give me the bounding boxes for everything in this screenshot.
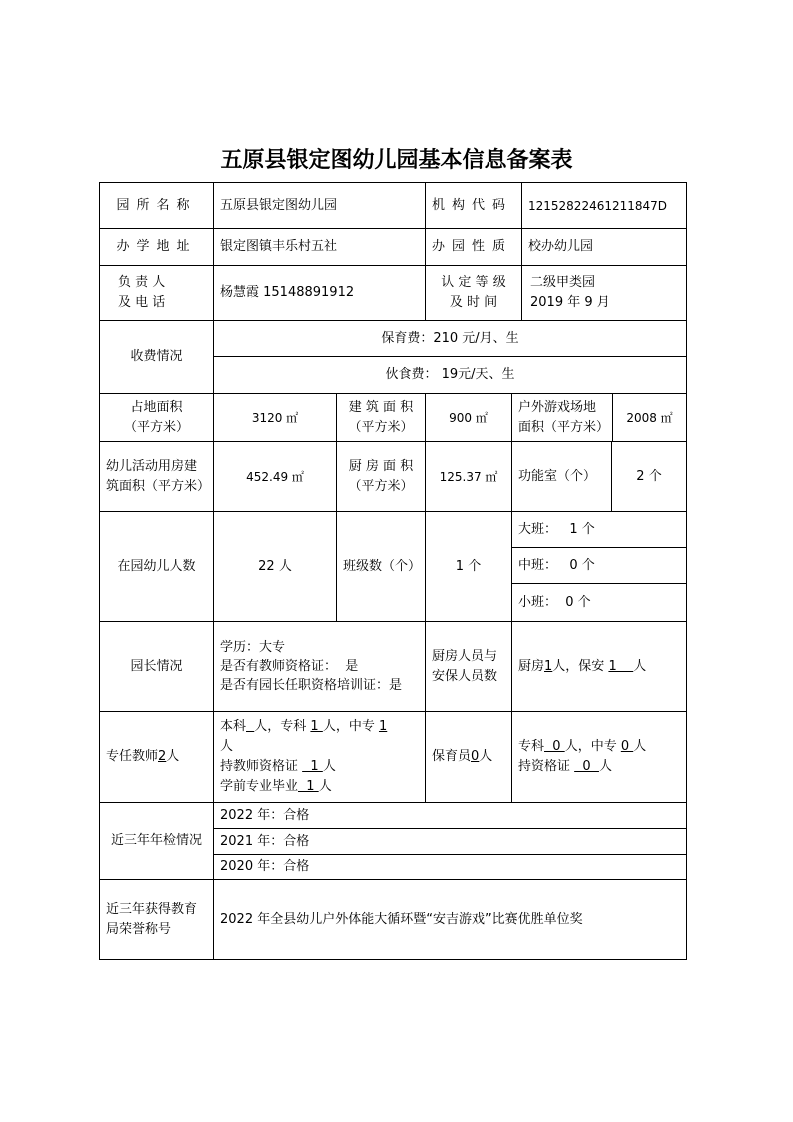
teachers-label: 专任教师 — [106, 749, 159, 764]
label-fees: 收费情况 — [130, 349, 183, 364]
label-children: 在园幼儿人数 — [117, 558, 196, 574]
value-leader: 杨慧霞 15148891912 — [220, 285, 355, 300]
label-land-area-1: 占地面积 — [130, 399, 183, 415]
label-activity-area — [100, 442, 213, 511]
nurses-degree-line: 专科 0 人，中专 0 人 — [518, 739, 647, 754]
label-name: 园所名称 — [116, 197, 197, 213]
value-care-fee: 保育费：210 元/月、生 — [381, 330, 519, 346]
label-leader — [100, 266, 213, 320]
label-leader-line1: 负 责 人 — [118, 275, 166, 290]
label-kitchen-area — [337, 442, 425, 511]
value-children: 22 人 — [258, 558, 292, 574]
value-small-class: 小班： 0 个 — [518, 594, 591, 610]
label-leader-line2: 及 电 话 — [118, 295, 166, 310]
value-outdoor-area: 2008 ㎡ — [626, 410, 673, 425]
label-honors — [100, 880, 213, 959]
label-nurses: 保育员 0 人 — [426, 712, 511, 802]
value-kitchen-area: 125.37 ㎡ — [439, 469, 498, 484]
inspection-2020: 2020 年：合格 — [220, 859, 310, 874]
staff-guard-count: 1 — [608, 658, 634, 674]
nurses-count: 0 — [471, 749, 480, 764]
value-cert-level: 二级甲类园 — [530, 275, 596, 290]
label-build-area-2: （平方米） — [348, 419, 414, 435]
label-code: 机构代码 — [432, 197, 513, 213]
value-cert — [522, 266, 686, 320]
staff-guard-label: 人，保安 — [552, 658, 609, 674]
label-outdoor-area-1: 户外游戏场地 — [518, 399, 597, 415]
principal-training-cert: 是否有园长任职资格培训证：是 — [220, 678, 403, 693]
label-outdoor-area — [512, 394, 612, 441]
value-address: 银定图镇丰乐村五社 — [220, 239, 338, 254]
teachers-major-line: 学前专业毕业 1 人 — [220, 779, 332, 794]
staff-kitchen-label: 厨房 — [518, 658, 545, 674]
value-meal-fee: 伙食费： 19元/天、生 — [385, 367, 515, 382]
label-build-area — [337, 394, 425, 441]
label-honors-2: 局荣誉称号 — [106, 921, 172, 937]
teachers-count: 2 — [158, 749, 167, 764]
label-cert-line1: 认 定 等 级 — [441, 275, 506, 290]
label-staff — [426, 622, 511, 711]
label-class-count: 班级数（个） — [343, 558, 422, 574]
label-land-area-2: （平方米） — [123, 419, 189, 435]
label-kitchen-area-1: 厨 房 面 积 — [348, 458, 414, 474]
value-land-area: 3120 ㎡ — [251, 410, 299, 425]
value-nurses — [512, 712, 686, 802]
value-activity-area: 452.49 ㎡ — [246, 469, 304, 484]
label-build-area-1: 建 筑 面 积 — [348, 399, 414, 415]
value-teachers — [214, 712, 425, 802]
value-cert-date: 2019 年 9 月 — [530, 295, 610, 310]
label-honors-1: 近三年获得教育 — [106, 901, 198, 917]
teachers-degree-line-2: 人 — [220, 739, 234, 754]
label-principal: 园长情况 — [130, 658, 183, 674]
principal-education: 学历：大专 — [220, 640, 286, 655]
staff-guard-unit: 人 — [633, 658, 647, 674]
label-inspection: 近三年年检情况 — [110, 833, 202, 848]
page-title: 五原县银定图幼儿园基本信息备案表 — [220, 147, 573, 173]
value-function-rooms: 2 个 — [636, 468, 662, 484]
label-outdoor-area-2: 面积（平方米） — [518, 419, 610, 435]
nurses-cert-line: 持资格证 0 人 — [518, 759, 612, 774]
label-staff-2: 安保人员数 — [432, 668, 498, 684]
value-name: 五原县银定图幼儿园 — [220, 197, 338, 213]
label-nature: 办园性质 — [432, 239, 513, 254]
label-staff-1: 厨房人员与 — [432, 648, 498, 664]
value-big-class: 大班： 1 个 — [518, 521, 595, 537]
info-table — [99, 182, 687, 960]
label-teachers — [100, 712, 213, 802]
teachers-cert-line: 持教师资格证 1 人 — [220, 759, 336, 774]
inspection-2022: 2022 年：合格 — [220, 807, 310, 823]
value-honors: 2022 年全县幼儿户外体能大循环暨“安吉游戏”比赛优胜单位奖 — [220, 911, 583, 927]
teachers-degree-line: 本科 人，专科 1 人，中专 1 — [220, 719, 388, 734]
value-code: 12152822461211847D — [528, 198, 668, 213]
label-cert — [426, 266, 521, 320]
value-build-area: 900 ㎡ — [449, 410, 488, 425]
value-class-count: 1 个 — [455, 558, 482, 574]
label-cert-line2: 及 时 间 — [449, 295, 498, 310]
inspection-2021: 2021 年：合格 — [220, 833, 310, 849]
principal-teacher-cert: 是否有教师资格证： 是 — [220, 659, 359, 674]
teachers-unit: 人 — [166, 749, 180, 764]
value-principal — [214, 622, 425, 711]
label-land-area — [100, 394, 213, 441]
value-nature: 校办幼儿园 — [528, 239, 594, 254]
label-function-rooms: 功能室（个） — [518, 468, 597, 484]
label-kitchen-area-2: （平方米） — [348, 478, 414, 494]
staff-kitchen-count: 1 — [544, 658, 553, 674]
value-middle-class: 中班： 0 个 — [518, 557, 595, 573]
label-activity-area-1: 幼儿活动用房建 — [106, 458, 198, 474]
label-activity-area-2: 筑面积（平方米） — [106, 478, 211, 494]
label-address: 办学地址 — [116, 239, 197, 254]
value-staff — [512, 622, 686, 711]
